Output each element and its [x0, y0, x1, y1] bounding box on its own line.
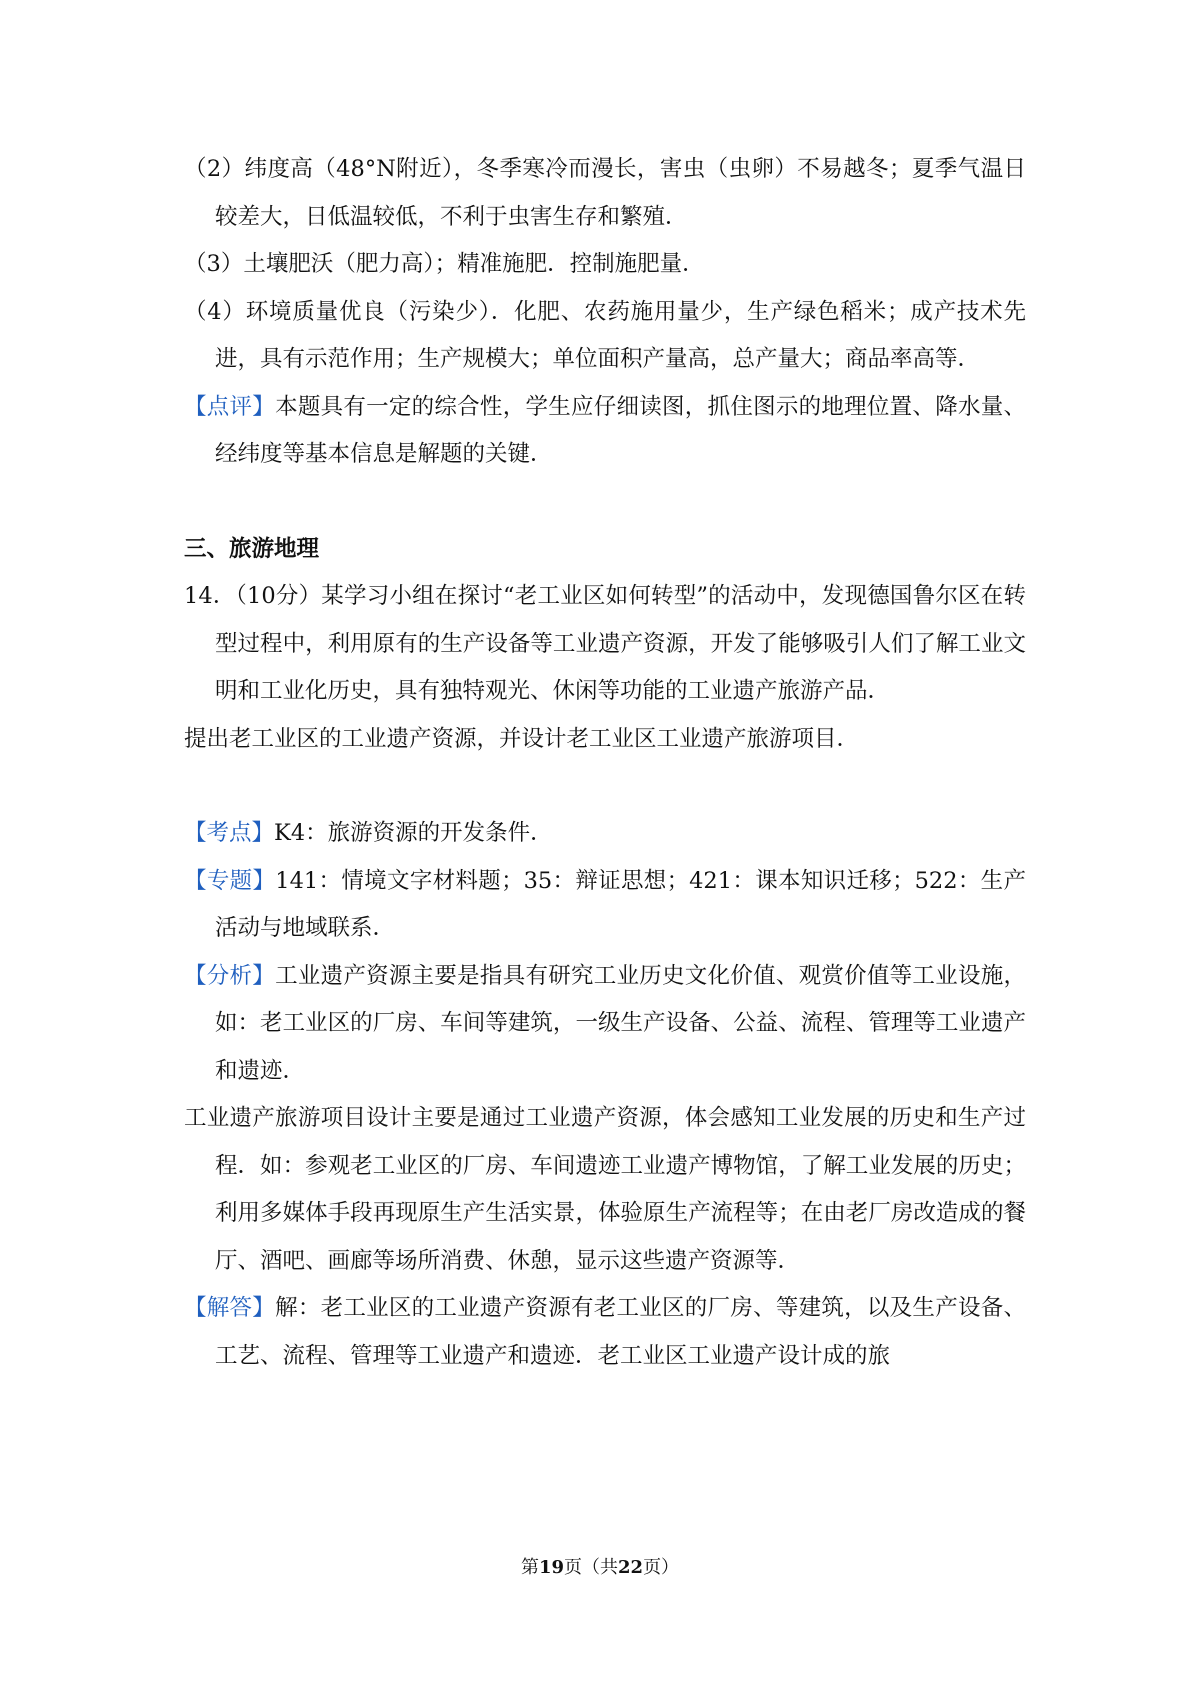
- zhuanti-tag: 【专题】: [184, 867, 276, 894]
- zhuanti-text: 141：情境文字材料题；35：辩证思想；421：课本知识迁移；522：生产活动与地域联系．: [215, 867, 1026, 941]
- jieda-paragraph: [184, 1285, 1026, 1380]
- section-title: 三、旅游地理: [184, 535, 320, 562]
- kaodian-paragraph: [184, 810, 1026, 858]
- footer-total-pages: 22: [618, 1557, 644, 1578]
- page-footer: [0, 1556, 1200, 1580]
- footer-suffix: 页）: [643, 1557, 680, 1578]
- review-tag: 【点评】: [184, 393, 276, 420]
- answer-item-3: （3）土壤肥沃（肥力高）；精准施肥．控制施肥量．: [184, 251, 705, 277]
- fenxi-paragraph-2: 工业遗产旅游项目设计主要是通过工业遗产资源，体会感知工业发展的历史和生产过程．如：参观老工业区的厂房、车间遗迹工业遗产博物馆，了解工业发展的历史；利用多媒体手段再现原生产生活实景，体验原生产流程等；在由老厂房改造成的餐厅、酒吧、画廊等场所消费、休憩，显示这些遗产资源等．: [184, 1105, 1026, 1274]
- kaodian-tag: 【考点】: [184, 820, 275, 846]
- fenxi-text: 工业遗产资源主要是指具有研究工业历史文化价值、观赏价值等工业设施，如：老工业区的厂房、车间等建筑，一级生产设备、公益、流程、管理等工业遗产和遗迹．: [215, 962, 1026, 1084]
- answer-item-4: （4）环境质量优良（污染少）．化肥、农药施用量少，生产绿色稻米；成产技术先进，具有示范作用；生产规模大；单位面积产量高，总产量大；商品率高等．: [184, 298, 1026, 372]
- fenxi-tag: 【分析】: [184, 962, 276, 989]
- review-paragraph: [184, 384, 1026, 479]
- question-14-stem: 14．（10分）某学习小组在探讨“老工业区如何转型”的活动中，发现德国鲁尔区在转型过程中，利用原有的生产设备等工业遗产资源，开发了能够吸引人们了解工业文明和工业化历史，具有独特观光、休闲等功能的工业遗产旅游产品．: [184, 583, 1026, 704]
- kaodian-text: K4：旅游资源的开发条件．: [274, 820, 553, 846]
- question-14-task: 提出老工业区的工业遗产资源，并设计老工业区工业遗产旅游项目．: [184, 725, 860, 752]
- review-text: 本题具有一定的综合性，学生应仔细读图，抓住图示的地理位置、降水量、经纬度等基本信息是解题的关键．: [215, 393, 1026, 467]
- jieda-tag: 【解答】: [184, 1295, 276, 1321]
- answer-item-2: （2）纬度高（48°N附近），冬季寒冷而漫长，害虫（虫卵）不易越冬；夏季气温日较差大，日低温较低，不利于虫害生存和繁殖．: [184, 156, 1026, 230]
- document-page: [184, 146, 1026, 1380]
- footer-mid: 页（共: [564, 1557, 618, 1578]
- footer-page-number: 19: [538, 1557, 564, 1578]
- zhuanti-paragraph: [184, 858, 1026, 953]
- jieda-text: 解：老工业区的工业遗产资源有老工业区的厂房、等建筑，以及生产设备、工艺、流程、管理等工业遗产和遗迹．老工业区工业遗产设计成的旅: [215, 1295, 1026, 1369]
- footer-prefix: 第: [520, 1557, 539, 1578]
- fenxi-paragraph: [184, 953, 1026, 1096]
- spacer: [184, 763, 1026, 810]
- spacer: [184, 479, 1026, 526]
